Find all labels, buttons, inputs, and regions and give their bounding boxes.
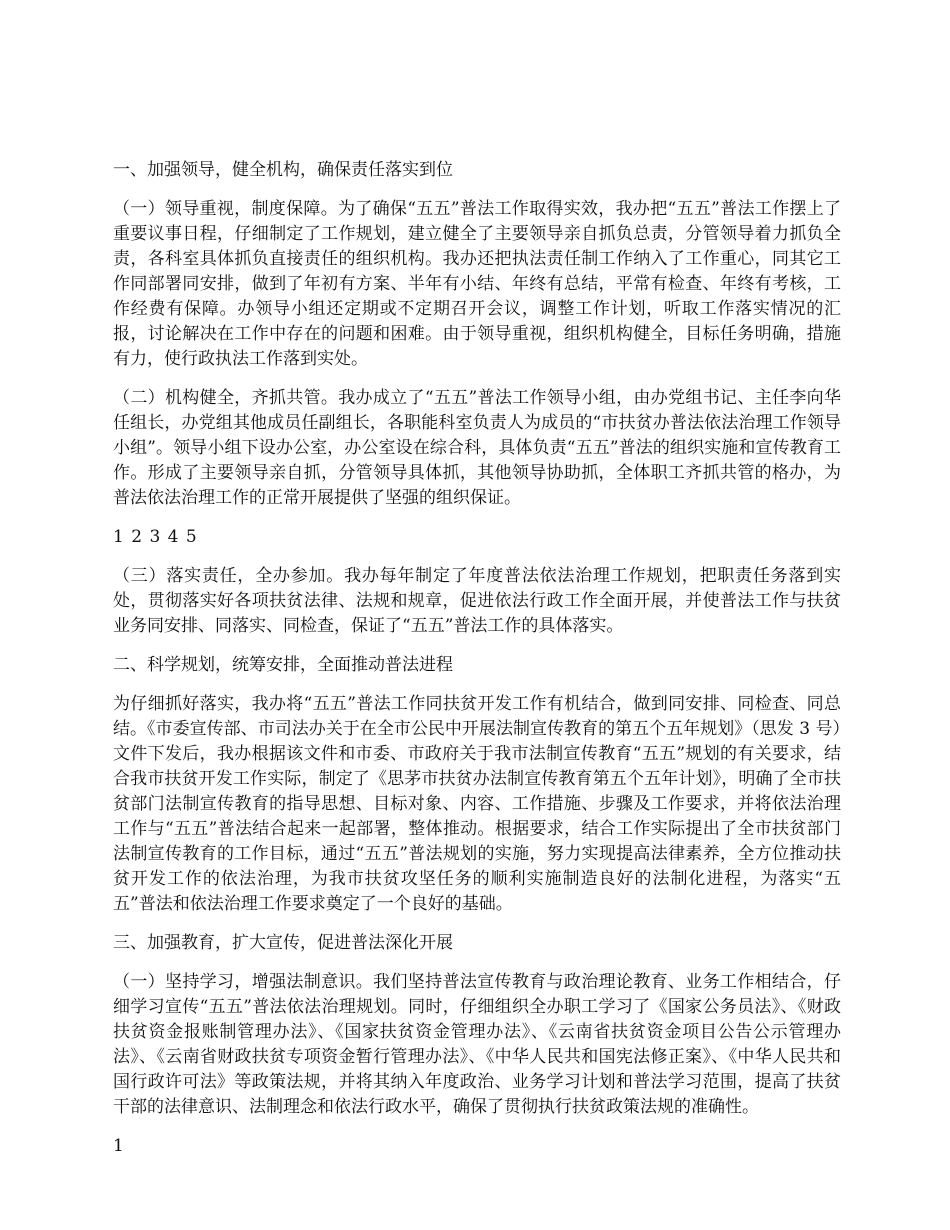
section-heading-1: 一、加强领导，健全机构，确保责任落实到位 [113,160,453,180]
section-heading-2: 二、科学规划，统筹安排，全面推动普法进程 [113,655,453,675]
page-number: 1 [113,1136,125,1156]
document-body [113,158,841,1173]
paragraph-education: （一）坚持学习，增强法制意识。我们坚持普法宣传教育与政治理论教育、业务工作相结合，仔细学习宣传“五五”普法依法治理规划。同时，仔细组织全办职工学习了《国家公务员法》、《财政扶贫资金报账制管理办法》、《国家扶贫资金管理办法》、《云南省扶贫资金项目公告公示管理办法》、《云南省财政扶贫专项资金暂行管理办法》、《中华人民共和国宪法修正案》、《中华人民共和国行政许可法》等政策法规，并将其纳入年度政治、业务学习计划和普法学习范围，提高了扶贫干部的法律意识、法制理念和依法行政水平，确保了贯彻执行扶贫政策法规的准确性。 [113,972,841,1117]
paragraph-leadership: （一）领导重视，制度保障。为了确保“五五”普法工作取得实效，我办把“五五”普法工作摆上了重要议事日程，仔细制定了工作规划，建立健全了主要领导亲自抓负总责，分管领导着力抓负全责，各科室具体抓负直接责任的组织机构。我办还把执法责任制工作纳入了工作重心，同其它工作同部署同安排，做到了年初有方案、半年有小结、年终有总结，平常有检查、年终有考核，工作经费有保障。办领导小组还定期或不定期召开会议，调整工作计划，听取工作落实情况的汇报，讨论解决在工作中存在的问题和困难。由于领导重视，组织机构健全，目标任务明确，措施有力，使行政执法工作落到实处。 [113,199,841,369]
page-links[interactable]: 1 2 3 4 5 [113,527,198,547]
paragraph-responsibility: （三）落实责任，全办参加。我办每年制定了年度普法依法治理工作规划，把职责任务落到实处，贯彻落实好各项扶贫法律、法规和规章，促进依法行政工作全面开展，并使普法工作与扶贫业务同安排、同落实、同检查，保证了“五五”普法工作的具体落实。 [113,566,841,636]
section-heading-3: 三、加强教育，扩大宣传，促进普法深化开展 [113,933,453,953]
paragraph-planning: 为仔细抓好落实，我办将“五五”普法工作同扶贫开发工作有机结合，做到同安排、同检查、同总结。《市委宣传部、市司法办关于在全市公民中开展法制宣传教育的第五个五年规划》（思发 3 号）文件下发后，我办根据该文件和市委、市政府关于我市法制宣传教育“五五”规划的有关要求，结合我市扶贫开发工作实际，制定了《思茅市扶贫办法制宣传教育第五个五年计划》，明确了全市扶贫部门法制宣传教育的指导思想、目标对象、内容、工作措施、步骤及工作要求，并将依法治理工作与“五五”普法结合起来一起部署，整体推动。根据要求，结合工作实际提出了全市扶贫部门法制宣传教育的工作目标，通过“五五”普法规划的实施，努力实现提高法律素养，全方位推动扶贫开发工作的依法治理，为我市扶贫攻坚任务的顺利实施制造良好的法制化进程，为落实“五五”普法和依法治理工作要求奠定了一个良好的基础。 [113,694,841,914]
paragraph-organization: （二）机构健全，齐抓共管。我办成立了“五五”普法工作领导小组，由办党组书记、主任李向华任组长，办党组其他成员任副组长，各职能科室负责人为成员的“市扶贫办普法依法治理工作领导小组”。领导小组下设办公室，办公室设在综合科，具体负责“五五”普法的组织实施和宣传教育工作。形成了主要领导亲自抓，分管领导具体抓，其他领导协助抓，全体职工齐抓共管的格办，为普法依法治理工作的正常开展提供了坚强的组织保证。 [113,388,841,508]
